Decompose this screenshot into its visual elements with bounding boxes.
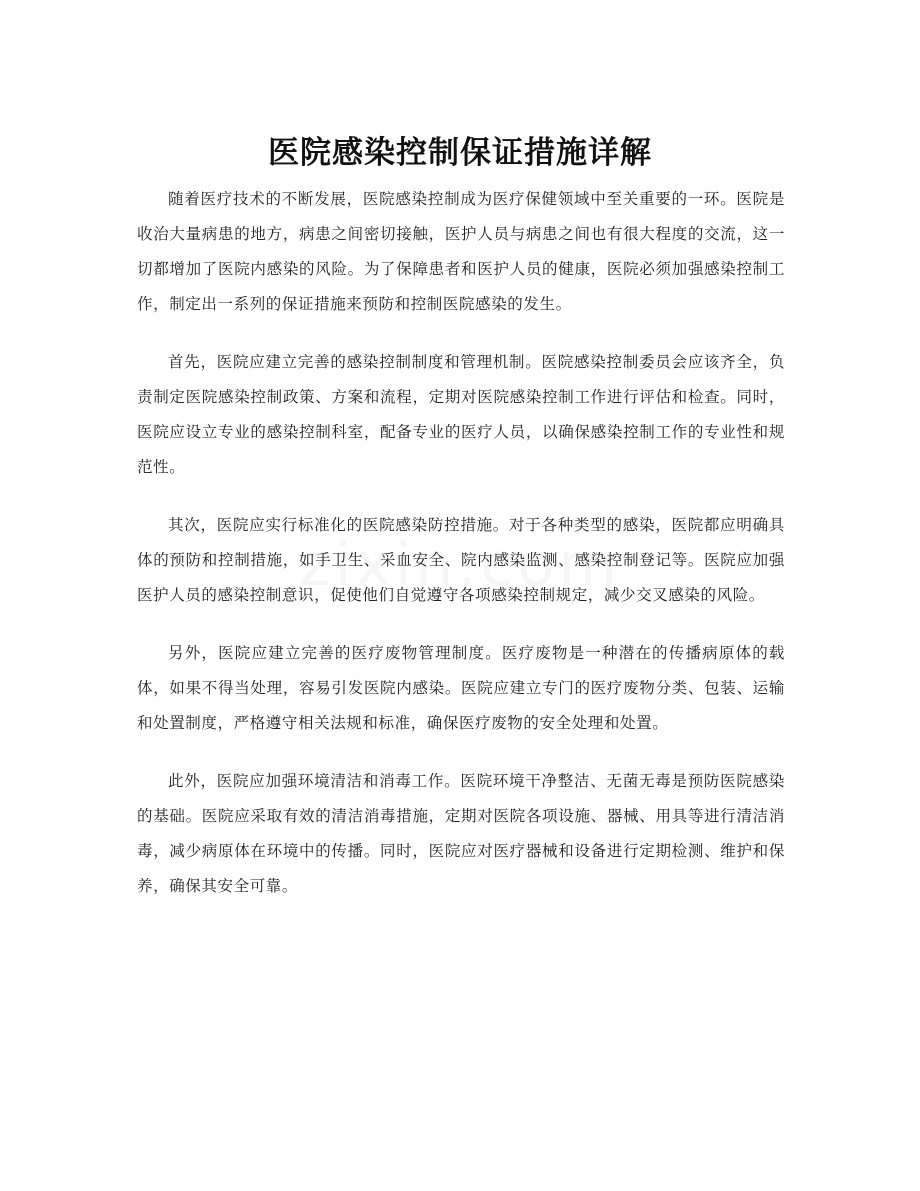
- paragraph-standard-measures: 其次，医院应实行标准化的医院感染防控措施。对于各种类型的感染，医院都应明确具体的预防和控制措施，如手卫生、采血安全、院内感染监测、感染控制登记等。医院应加强医护人员的感染控制意识，促使他们自觉遵守各项感染控制规定，减少交叉感染的风险。: [137, 516, 785, 604]
- paragraph-cleaning-disinfection: 此外，医院应加强环境清洁和消毒工作。医院环境干净整洁、无菌无毒是预防医院感染的基础。医院应采取有效的清洁消毒措施，定期对医院各项设施、器械、用具等进行清洁消毒，减少病原体在环境中的传播。同时，医院应对医疗器械和设备进行定期检测、维护和保养，确保其安全可靠。: [137, 772, 785, 895]
- paragraph-intro: 随着医疗技术的不断发展，医院感染控制成为医疗保健领域中至关重要的一环。医院是收治大量病患的地方，病患之间密切接触，医护人员与病患之间也有很大程度的交流，这一切都增加了医院内感染的风险。为了保障患者和医护人员的健康，医院必须加强感染控制工作，制定出一系列的保证措施来预防和控制医院感染的发生。: [137, 190, 785, 313]
- paragraph-medical-waste: 另外，医院应建立完善的医疗废物管理制度。医疗废物是一种潜在的传播病原体的载体，如果不得当处理，容易引发医院内感染。医院应建立专门的医疗废物分类、包装、运输和处置制度，严格遵守相关法规和标准，确保医疗废物的安全处理和处置。: [137, 644, 785, 732]
- document-title: 医院感染控制保证措施详解: [268, 134, 652, 171]
- paragraph-management-system: 首先，医院应建立完善的感染控制制度和管理机制。医院感染控制委员会应该齐全，负责制定医院感染控制政策、方案和流程，定期对医院感染控制工作进行评估和检查。同时，医院应设立专业的感染控制科室，配备专业的医疗人员，以确保感染控制工作的专业性和规范性。: [137, 353, 785, 476]
- document-body: [137, 182, 785, 904]
